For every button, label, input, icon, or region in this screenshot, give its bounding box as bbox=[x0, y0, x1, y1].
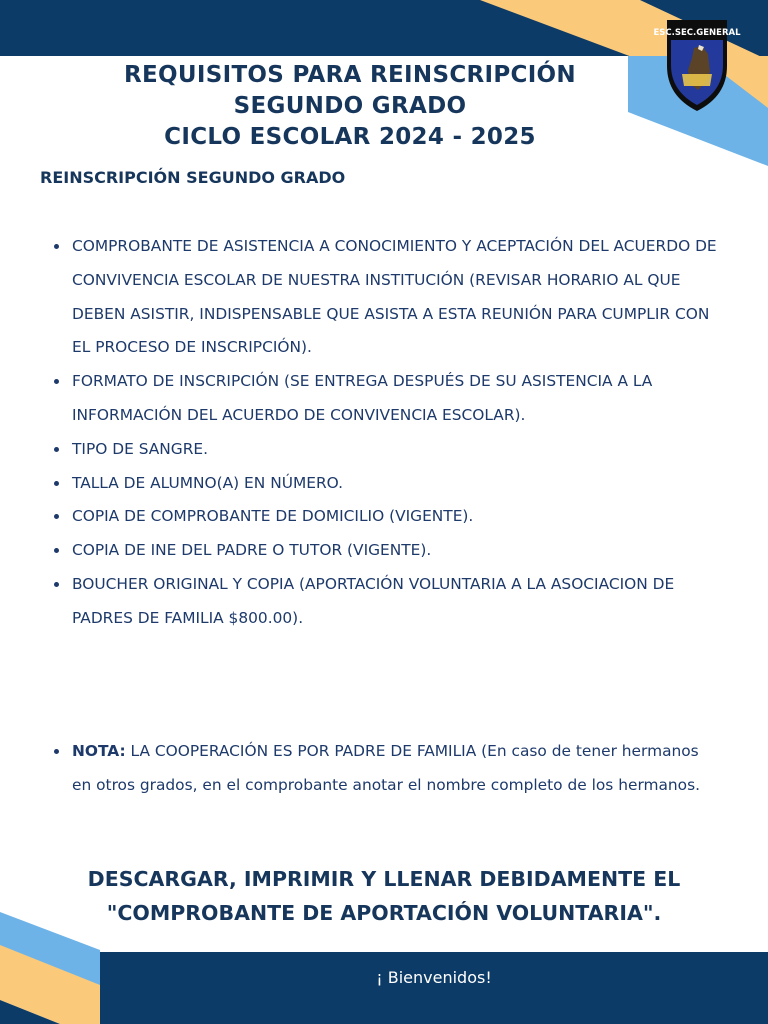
call-to-action bbox=[40, 862, 728, 930]
section-subtitle: REINSCRIPCIÓN SEGUNDO GRADO bbox=[40, 168, 346, 187]
footer-welcome: ¡ Bienvenidos! bbox=[376, 968, 492, 987]
requirements-list bbox=[72, 230, 722, 636]
bottom-navy-band bbox=[100, 952, 768, 1024]
logo-text: ESC.SEC.GENERAL bbox=[653, 28, 741, 38]
page-title bbox=[40, 60, 660, 153]
requirement-item: FORMATO DE INSCRIPCIÓN (SE ENTREGA DESPUÉS DE SU ASISTENCIA A LA INFORMACIÓN DEL ACUERDO DE CONVIVENCIA ESCOLAR). bbox=[72, 365, 722, 433]
requirement-item: BOUCHER ORIGINAL Y COPIA (APORTACIÓN VOLUNTARIA A LA ASOCIACION DE PADRES DE FAMILIA $800.00). bbox=[72, 568, 722, 636]
requirement-item: COMPROBANTE DE ASISTENCIA A CONOCIMIENTO Y ACEPTACIÓN DEL ACUERDO DE CONVIVENCIA ESCOLAR DE NUESTRA INSTITUCIÓN (REVISAR HORARIO AL QUE DEBEN ASISTIR, INDISPENSABLE QUE ASISTA A ESTA REUNIÓN PARA CUMPLIR CON EL PROCESO DE INSCRIPCIÓN). bbox=[72, 230, 722, 365]
title-line-3: CICLO ESCOLAR 2024 - 2025 bbox=[164, 124, 536, 150]
note-label: NOTA: bbox=[72, 742, 126, 760]
requirement-item: COPIA DE COMPROBANTE DE DOMICILIO (VIGENTE). bbox=[72, 500, 722, 534]
cta-line-2: "COMPROBANTE DE APORTACIÓN VOLUNTARIA". bbox=[106, 901, 662, 925]
title-line-1: REQUISITOS PARA REINSCRIPCIÓN bbox=[124, 62, 576, 88]
note-item bbox=[72, 735, 722, 803]
requirement-item: TALLA DE ALUMNO(A) EN NÚMERO. bbox=[72, 467, 722, 501]
title-line-2: SEGUNDO GRADO bbox=[233, 93, 467, 119]
requirement-item: COPIA DE INE DEL PADRE O TUTOR (VIGENTE). bbox=[72, 534, 722, 568]
note-list bbox=[72, 735, 722, 803]
school-logo bbox=[653, 14, 741, 114]
cta-line-1: DESCARGAR, IMPRIMIR Y LLENAR DEBIDAMENTE EL bbox=[87, 867, 681, 891]
note-text: LA COOPERACIÓN ES POR PADRE DE FAMILIA (En caso de tener hermanos en otros grados, en el comprobante anotar el nombre completo de los hermanos. bbox=[72, 742, 701, 794]
requirement-item: TIPO DE SANGRE. bbox=[72, 433, 722, 467]
